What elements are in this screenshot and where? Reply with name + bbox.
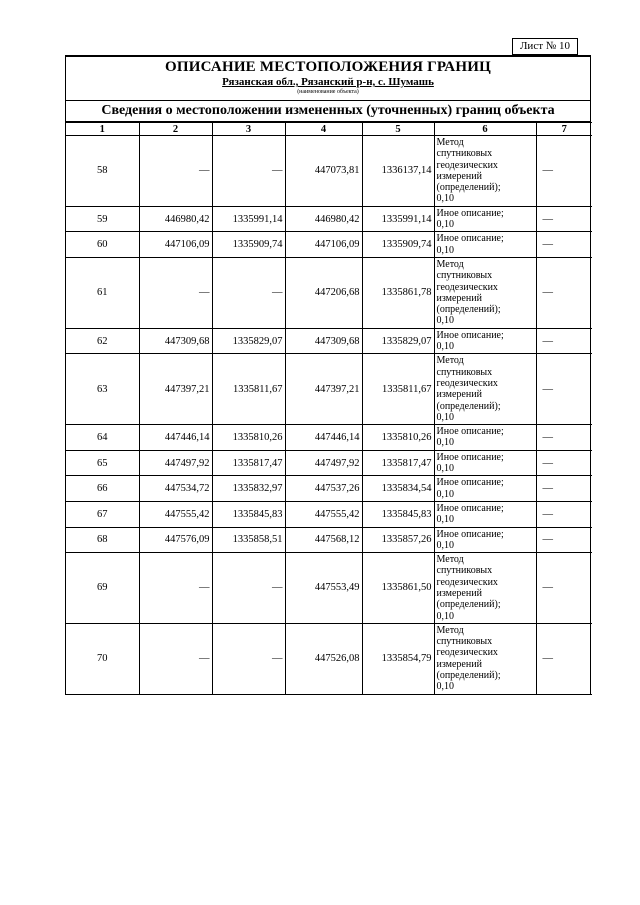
cell-x-new: 447073,81 (285, 136, 362, 207)
method-line: измерений (436, 658, 482, 670)
method-line: 0,10 (436, 681, 454, 693)
cell-x-new: 447497,92 (285, 450, 362, 476)
method-line: 0,10 (436, 514, 454, 526)
cell-method (434, 354, 536, 425)
cell-x-new: 447397,21 (285, 354, 362, 425)
cell-note: — (536, 328, 592, 354)
cell-x-old: 447534,72 (139, 476, 212, 502)
cell-y-old: 1335829,07 (212, 328, 285, 354)
cell-x-new: 447555,42 (285, 501, 362, 527)
document-header (66, 57, 590, 101)
cell-note: — (536, 527, 592, 553)
method-line: спутниковых (436, 636, 493, 648)
cell-note: — (536, 501, 592, 527)
cell-x-new: 447526,08 (285, 623, 362, 694)
cell-y-new: 1335834,54 (362, 476, 434, 502)
table-row (66, 328, 592, 354)
cell-y-old: 1335810,26 (212, 425, 285, 451)
column-header: 2 (139, 123, 212, 136)
method-line: геодезических (436, 159, 498, 171)
column-header: 5 (362, 123, 434, 136)
cell-x-old: — (139, 623, 212, 694)
column-header: 4 (285, 123, 362, 136)
method-line: Иное описание; (436, 451, 504, 463)
point-number: 58 (66, 136, 139, 207)
method-line: Иное описание; (436, 528, 504, 540)
method-line: измерений (436, 587, 482, 599)
point-number: 66 (66, 476, 139, 502)
method-line: (определений); (436, 599, 501, 611)
cell-x-old: 447397,21 (139, 354, 212, 425)
table-row (66, 623, 592, 694)
point-number: 70 (66, 623, 139, 694)
cell-y-new: 1336137,14 (362, 136, 434, 207)
cell-method (434, 232, 536, 258)
cell-note: — (536, 232, 592, 258)
cell-x-old: 447446,14 (139, 425, 212, 451)
table-row (66, 232, 592, 258)
cell-y-new: 1335817,47 (362, 450, 434, 476)
method-line: Иное описание; (436, 477, 504, 489)
table-row (66, 501, 592, 527)
cell-note: — (536, 354, 592, 425)
point-number: 68 (66, 527, 139, 553)
cell-x-new: 447309,68 (285, 328, 362, 354)
sheet-number: Лист № 10 (512, 38, 578, 55)
section-title: Сведения о местоположении измененных (уточненных) границ объекта (66, 101, 590, 122)
cell-x-old: 447106,09 (139, 232, 212, 258)
cell-x-new: 447446,14 (285, 425, 362, 451)
column-header: 6 (434, 123, 536, 136)
cell-y-old: 1335858,51 (212, 527, 285, 553)
method-line: Иное описание; (436, 329, 504, 341)
cell-method (434, 257, 536, 328)
cell-y-new: 1335857,26 (362, 527, 434, 553)
method-line: геодезических (436, 576, 498, 588)
object-location: Рязанская обл., Рязанский р-н, с. Шумашь (222, 76, 434, 88)
method-line: 0,10 (436, 437, 454, 449)
method-line: геодезических (436, 647, 498, 659)
point-number: 69 (66, 553, 139, 624)
point-number: 65 (66, 450, 139, 476)
method-line: Иное описание; (436, 233, 504, 245)
cell-x-old: 446980,42 (139, 206, 212, 232)
table-body (66, 136, 592, 695)
table-row (66, 527, 592, 553)
method-line: Метод (436, 137, 464, 148)
method-line: геодезических (436, 281, 498, 293)
cell-y-new: 1335861,50 (362, 553, 434, 624)
cell-x-new: 447553,49 (285, 553, 362, 624)
method-line: (определений); (436, 670, 501, 682)
cell-y-new: 1335829,07 (362, 328, 434, 354)
method-line: 0,10 (436, 488, 454, 500)
cell-x-old: — (139, 553, 212, 624)
method-line: 0,10 (436, 193, 454, 205)
method-line: Иное описание; (436, 426, 504, 438)
cell-method (434, 476, 536, 502)
method-line: спутниковых (436, 270, 493, 282)
cell-x-old: — (139, 257, 212, 328)
method-line: измерений (436, 170, 482, 182)
cell-method (434, 206, 536, 232)
point-number: 64 (66, 425, 139, 451)
method-line: Иное описание; (436, 502, 504, 514)
cell-x-new: 447106,09 (285, 232, 362, 258)
cell-x-old: — (139, 136, 212, 207)
table-row (66, 450, 592, 476)
cell-method (434, 328, 536, 354)
method-line: 0,10 (436, 341, 454, 353)
method-line: измерений (436, 389, 482, 401)
cell-x-old: 447497,92 (139, 450, 212, 476)
cell-note: — (536, 623, 592, 694)
document-frame (65, 55, 591, 695)
method-line: (определений); (436, 182, 501, 194)
cell-y-old: 1335991,14 (212, 206, 285, 232)
point-number: 67 (66, 501, 139, 527)
cell-note: — (536, 553, 592, 624)
cell-x-old: 447309,68 (139, 328, 212, 354)
method-line: Метод (436, 355, 464, 367)
method-line: спутниковых (436, 366, 493, 378)
cell-note: — (536, 257, 592, 328)
cell-x-old: 447576,09 (139, 527, 212, 553)
cell-y-old: 1335811,67 (212, 354, 285, 425)
boundary-table (66, 122, 592, 695)
cell-y-new: 1335854,79 (362, 623, 434, 694)
cell-note: — (536, 206, 592, 232)
point-number: 60 (66, 232, 139, 258)
point-number: 62 (66, 328, 139, 354)
point-number: 61 (66, 257, 139, 328)
cell-method (434, 527, 536, 553)
method-line: (определений); (436, 400, 501, 412)
cell-y-old: 1335909,74 (212, 232, 285, 258)
cell-x-old: 447555,42 (139, 501, 212, 527)
table-row (66, 476, 592, 502)
method-line: 0,10 (436, 315, 454, 327)
table-row (66, 354, 592, 425)
method-line: 0,10 (436, 219, 454, 231)
method-line: спутниковых (436, 565, 493, 577)
point-number: 59 (66, 206, 139, 232)
cell-note: — (536, 425, 592, 451)
method-line: 0,10 (436, 610, 454, 622)
document-title: ОПИСАНИЕ МЕСТОПОЛОЖЕНИЯ ГРАНИЦ (165, 59, 491, 75)
object-location-caption: (наименование объекта) (297, 89, 359, 95)
cell-method (434, 425, 536, 451)
table-header-row (66, 123, 592, 136)
method-line: измерений (436, 292, 482, 304)
cell-y-old: — (212, 257, 285, 328)
cell-y-new: 1335811,67 (362, 354, 434, 425)
cell-y-new: 1335810,26 (362, 425, 434, 451)
method-line: Метод (436, 554, 464, 566)
cell-y-old: 1335845,83 (212, 501, 285, 527)
point-number: 63 (66, 354, 139, 425)
method-line: (определений); (436, 304, 501, 316)
cell-y-old: — (212, 623, 285, 694)
table-row (66, 206, 592, 232)
cell-x-new: 447537,26 (285, 476, 362, 502)
table-row (66, 136, 592, 207)
method-line: Метод (436, 258, 464, 270)
cell-y-old: — (212, 136, 285, 207)
method-line: 0,10 (436, 244, 454, 256)
cell-method (434, 501, 536, 527)
cell-note: — (536, 450, 592, 476)
cell-y-old: 1335817,47 (212, 450, 285, 476)
cell-method (434, 553, 536, 624)
column-header: 7 (536, 123, 592, 136)
cell-method (434, 450, 536, 476)
cell-y-old: 1335832,97 (212, 476, 285, 502)
column-header: 1 (66, 123, 139, 136)
cell-x-new: 447568,12 (285, 527, 362, 553)
cell-note: — (536, 136, 592, 207)
cell-y-new: 1335861,78 (362, 257, 434, 328)
method-line: Метод (436, 624, 464, 636)
column-header: 3 (212, 123, 285, 136)
cell-y-new: 1335845,83 (362, 501, 434, 527)
method-line: геодезических (436, 377, 498, 389)
cell-method (434, 623, 536, 694)
cell-y-new: 1335991,14 (362, 206, 434, 232)
cell-x-new: 447206,68 (285, 257, 362, 328)
method-line: 0,10 (436, 539, 454, 551)
cell-method (434, 136, 536, 207)
table-row (66, 257, 592, 328)
method-line: 0,10 (436, 463, 454, 475)
method-line: Иное описание; (436, 207, 504, 219)
table-row (66, 553, 592, 624)
table-row (66, 425, 592, 451)
method-line: 0,10 (436, 411, 454, 423)
cell-y-new: 1335909,74 (362, 232, 434, 258)
cell-y-old: — (212, 553, 285, 624)
method-line: спутниковых (436, 148, 493, 160)
cell-x-new: 446980,42 (285, 206, 362, 232)
cell-note: — (536, 476, 592, 502)
